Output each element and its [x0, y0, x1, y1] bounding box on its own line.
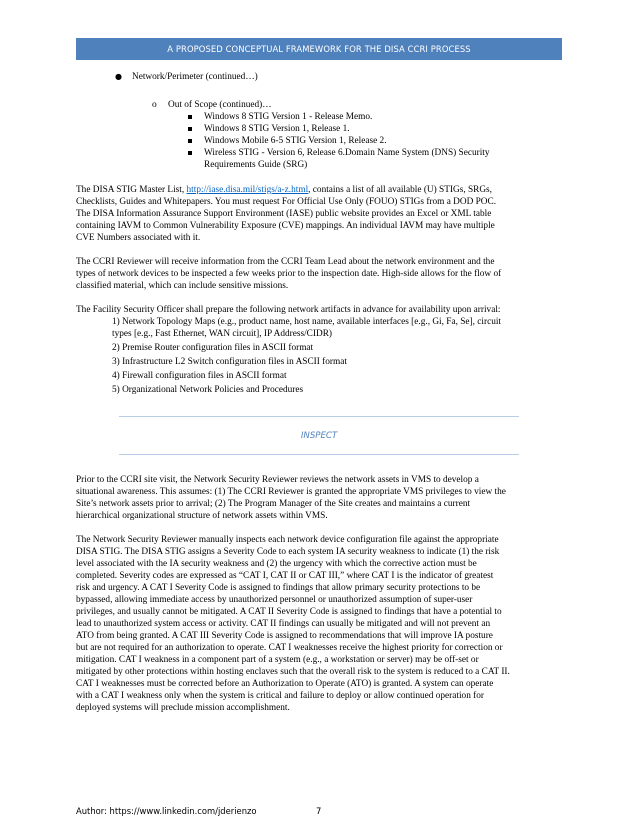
- para3-intro: The Facility Security Officer shall prepare the following network artifacts in advance for availability upon arrival:: [76, 305, 501, 315]
- para2-line: The CCRI Reviewer will receive information from the CCRI Team Lead about the network environment and the: [76, 257, 495, 267]
- outline-item: Wireless STIG - Version 6, Release 6.Domain Name System (DNS) Security: [204, 148, 490, 158]
- para5-line: with a CAT I weakness only when the system is critical and failure to deploy or allow continued operation for: [76, 691, 485, 701]
- para1-line: Checklists, Guides and Whitepapers. You must request For Official Use Only (FOUO) STIGs from a DOD POC.: [76, 197, 497, 207]
- para5-line: level associated with the IA security weakness and (2) the urgency with which the corrective action must be: [76, 559, 477, 569]
- bullet-square-icon: [188, 115, 192, 119]
- artifact-item: 3) Infrastructure L2 Switch configuration files in ASCII format: [112, 357, 347, 367]
- para5-line: risk and urgency. A CAT I Severity Code is assigned to findings that allow primary security protections to be: [76, 583, 481, 593]
- footer-author: Author: https://www.linkedin.com/jderienzo: [76, 806, 257, 816]
- section-rule-top: [119, 416, 519, 417]
- para1-line: The DISA Information Assurance Support Environment (IASE) public website provides an Excel or XML table: [76, 209, 492, 219]
- outline-item: Windows 8 STIG Version 1, Release 1.: [204, 124, 350, 134]
- section-rule-bottom: [119, 454, 519, 455]
- para5-line: but are not required for an authorization to operate. CAT I weaknesses receive the highest priority for correction or: [76, 643, 503, 653]
- para5-line: lead to unauthorized system access or activity. CAT II findings can usually be mitigated and will not prevent an: [76, 619, 491, 629]
- bullet-circle-icon: o: [152, 100, 157, 110]
- outline-level1: Network/Perimeter (continued…): [132, 72, 258, 82]
- artifact-item: 2) Premise Router configuration files in ASCII format: [112, 343, 314, 353]
- para4-line: Site’s network assets prior to arrival; (2) The Program Manager of the Site creates and maintains a current: [76, 499, 471, 509]
- stig-list-link[interactable]: http://iase.disa.mil/stigs/a-z.html: [186, 185, 309, 195]
- para1-text: The DISA STIG Master List,: [76, 185, 185, 195]
- outline-item: Windows 8 STIG Version 1 - Release Memo.: [204, 112, 373, 122]
- para5-line: ATO from being granted. A CAT III Severity Code is assigned to recommendations that will improve IA posture: [76, 631, 493, 641]
- outline-item-continuation: Requirements Guide (SRG): [204, 160, 308, 170]
- para5-line: CAT I weaknesses must be corrected before an Authorization to Operate (ATO) is granted. A system can operate: [76, 679, 494, 689]
- bullet-square-icon: [188, 139, 192, 143]
- para5-line: The Network Security Reviewer manually inspects each network device configuration file against the appropriate: [76, 535, 499, 545]
- para5-line: completed. Severity codes are expressed as “CAT I, CAT II or CAT III,” where CAT I is the indicator of greatest: [76, 571, 494, 581]
- para1-line: [76, 184, 492, 196]
- outline-item: Windows Mobile 6-5 STIG Version 1, Release 2.: [204, 136, 387, 146]
- para1-line: containing IAVM to Common Vulnerability Exposure (CVE) mappings. An individual IAVM may have multiple: [76, 221, 495, 231]
- page-header-bar: [76, 38, 562, 60]
- footer-page-number: 7: [316, 806, 322, 816]
- para2-line: types of network devices to be inspected a few weeks prior to the inspection date. High-side allows for the flow of: [76, 269, 502, 279]
- para5-line: privileges, and usually cannot be mitigated. A CAT II Severity Code is assigned to findings that have a potential to: [76, 607, 502, 617]
- section-heading: INSPECT: [300, 431, 338, 441]
- para4-line: Prior to the CCRI site visit, the Network Security Reviewer reviews the network assets in VMS to develop a: [76, 475, 479, 485]
- para4-line: hierarchical organizational structure of network assets within VMS.: [76, 511, 328, 521]
- outline-level2: Out of Scope (continued)…: [168, 100, 272, 110]
- artifact-item: 1) Network Topology Maps (e.g., product name, host name, available interfaces [e.g., Gi, Fa, Se], circuit: [112, 317, 502, 327]
- para5-line: DISA STIG. The DISA STIG assigns a Severity Code to each system IA security weakness to indicate (1) the risk: [76, 547, 500, 557]
- para5-line: deployed systems will preclude mission accomplishment.: [76, 703, 290, 713]
- para1-line: CVE Numbers associated with it.: [76, 233, 201, 243]
- para2-line: classified material, which can include sensitive missions.: [76, 281, 289, 291]
- artifact-item: 4) Firewall configuration files in ASCII format: [112, 371, 287, 381]
- bullet-square-icon: [188, 151, 192, 155]
- para4-line: situational awareness. This assumes: (1) The CCRI Reviewer is granted the appropriate VMS privileges to view the: [76, 487, 506, 497]
- artifact-item: types [e.g., Fast Ethernet, WAN circuit], IP Address/CIDR): [112, 329, 332, 339]
- bullet-square-icon: [188, 127, 192, 131]
- para5-line: bypassed, allowing immediate access by unauthorized personnel or unauthorized assumption of super-user: [76, 595, 473, 605]
- para5-line: mitigated by other protections within hosting enclaves such that the overall risk to the system is reduced to a CAT II.: [76, 667, 510, 677]
- page-header-title: A PROPOSED CONCEPTUAL FRAMEWORK FOR THE DISA CCRI PROCESS: [167, 44, 471, 54]
- bullet-dot-icon: ●: [115, 72, 122, 81]
- para1-text: , contains a list of all available (U) STIGs, SRGs,: [308, 185, 492, 195]
- artifact-item: 5) Organizational Network Policies and Procedures: [112, 385, 304, 395]
- para5-line: mitigation. CAT I weakness in a component part of a system (e.g., a workstation or server) may be off-set or: [76, 655, 479, 665]
